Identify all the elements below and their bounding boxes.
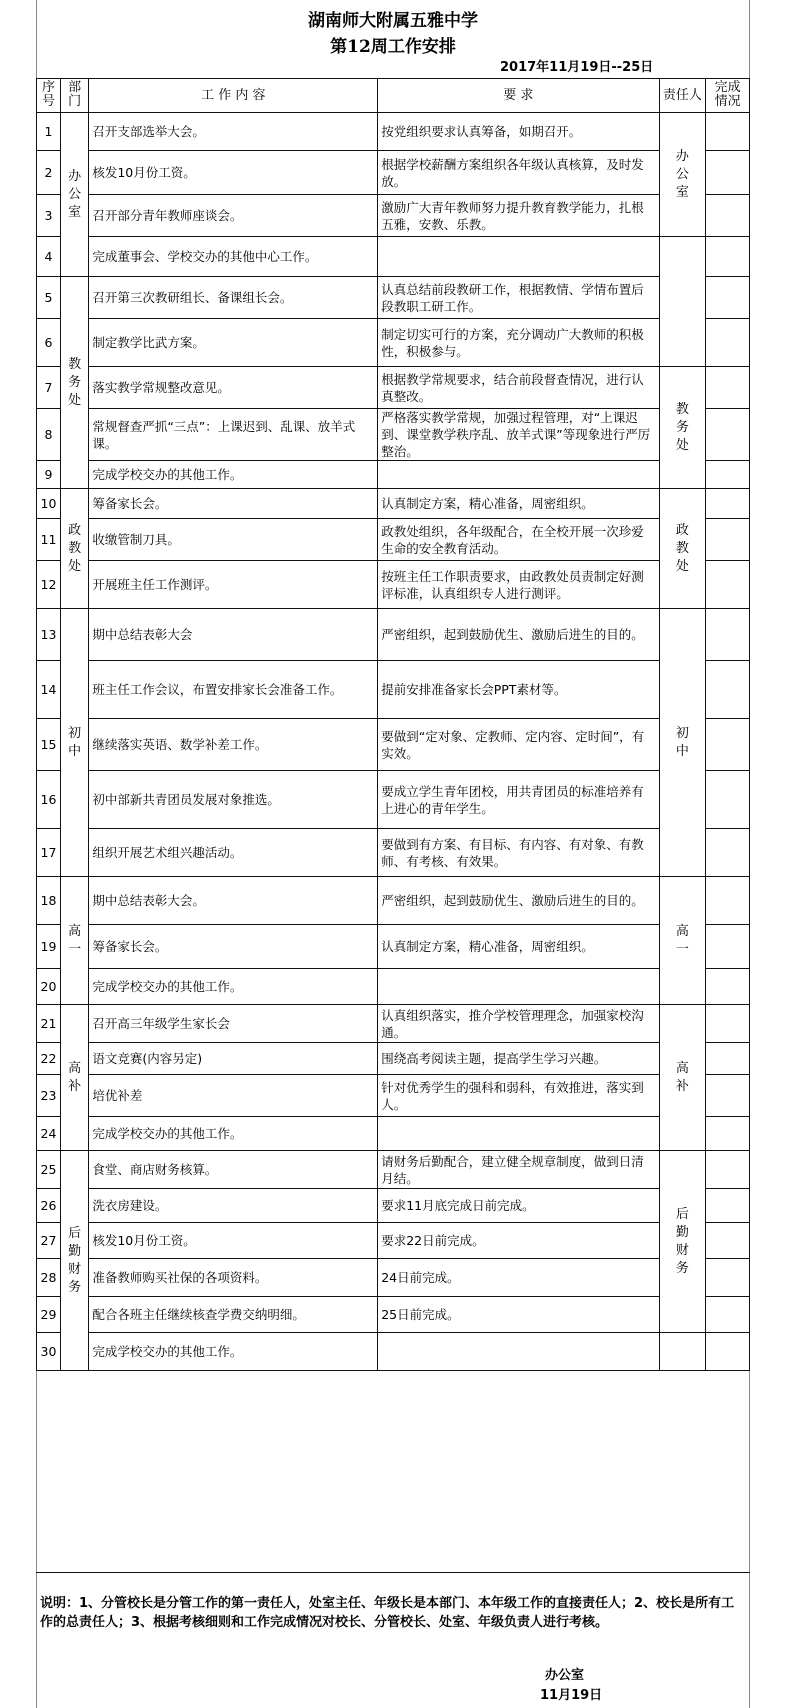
row-number: 29 [37,1297,61,1333]
row-number: 10 [37,489,61,519]
work-requirement [378,969,659,1005]
work-requirement: 要做到有方案、有目标、有内容、有对象、有教师、有考核、有效果。 [378,829,659,877]
responsible-cell [659,367,706,489]
table-row [37,519,750,561]
work-requirement: 根据学校薪酬方案组织各年级认真核算，及时发放。 [378,151,659,195]
completion-cell[interactable] [706,1333,750,1371]
work-requirement: 按班主任工作职责要求，由政教处员责制定好测评标准，认真组织专人进行测评。 [378,561,659,609]
row-number: 8 [37,409,61,461]
work-content: 继续落实英语、数学补差工作。 [89,719,378,771]
work-content: 筹备家长会。 [89,489,378,519]
completion-cell[interactable] [706,367,750,409]
table-row [37,195,750,237]
work-requirement: 认真组织落实，推介学校管理理念，加强家校沟通。 [378,1005,659,1043]
table-row [37,409,750,461]
row-number: 25 [37,1151,61,1189]
completion-cell[interactable] [706,151,750,195]
dept-label: 后勤财务 [68,1225,82,1295]
work-requirement: 严密组织，起到鼓励优生、激励后进生的目的。 [378,877,659,925]
row-number: 18 [37,877,61,925]
dept-cell [60,609,88,877]
row-number: 26 [37,1189,61,1223]
completion-cell[interactable] [706,771,750,829]
responsible-cell [659,609,706,877]
schedule-table [36,78,750,1371]
table-row [37,319,750,367]
table-row [37,561,750,609]
table-row [37,1297,750,1333]
completion-cell[interactable] [706,719,750,771]
row-number: 19 [37,925,61,969]
col-requirement: 要 求 [378,79,659,113]
completion-cell[interactable] [706,1117,750,1151]
table-row [37,829,750,877]
row-number: 13 [37,609,61,661]
completion-cell[interactable] [706,1005,750,1043]
row-number: 7 [37,367,61,409]
work-content: 配合各班主任继续核查学费交纳明细。 [89,1297,378,1333]
table-row [37,277,750,319]
work-content: 班主任工作会议，布置安排家长会准备工作。 [89,661,378,719]
table-row [37,151,750,195]
completion-cell[interactable] [706,1259,750,1297]
completion-cell[interactable] [706,561,750,609]
dept-cell [60,877,88,1005]
work-content: 召开第三次教研组长、备课组长会。 [89,277,378,319]
work-requirement [378,237,659,277]
responsible-label: 高一 [675,923,689,957]
work-requirement: 严格落实教学常规，加强过程管理，对“上课迟到、课堂教学秩序乱、放羊式课”等现象进行严厉整治。 [378,409,659,461]
responsible-cell [659,1151,706,1333]
work-requirement: 激励广大青年教师努力提升教育教学能力，扎根五雅，安教、乐教。 [378,195,659,237]
dept-cell [60,1151,88,1371]
table-row [37,237,750,277]
completion-cell[interactable] [706,319,750,367]
completion-cell[interactable] [706,1223,750,1259]
work-content: 初中部新共青团员发展对象推选。 [89,771,378,829]
table-row [37,877,750,925]
completion-cell[interactable] [706,877,750,925]
work-requirement: 要求11月底完成日前完成。 [378,1189,659,1223]
work-content: 召开高三年级学生家长会 [89,1005,378,1043]
col-no: 序号 [37,79,61,113]
work-requirement: 24日前完成。 [378,1259,659,1297]
header-row [37,79,750,113]
work-requirement [378,1333,659,1371]
dept-label: 政教处 [68,522,82,574]
dept-label: 初中 [68,725,82,759]
work-content: 召开支部选举大会。 [89,113,378,151]
work-requirement: 认真制定方案，精心准备，周密组织。 [378,489,659,519]
completion-cell[interactable] [706,609,750,661]
responsible-label: 后勤财务 [675,1206,689,1276]
table-row [37,1075,750,1117]
blank-row [36,1533,750,1573]
completion-cell[interactable] [706,1075,750,1117]
row-number: 30 [37,1333,61,1371]
work-content: 完成学校交办的其他工作。 [89,1117,378,1151]
row-number: 20 [37,969,61,1005]
dept-label: 高补 [68,1060,82,1094]
table-row [37,1189,750,1223]
work-requirement: 严密组织，起到鼓励优生、激励后进生的目的。 [378,609,659,661]
table-row [37,1333,750,1371]
dept-cell [60,113,88,277]
work-content: 核发10月份工资。 [89,151,378,195]
row-number: 9 [37,461,61,489]
work-content: 常规督查严抓“三点”：上课迟到、乱课、放羊式课。 [89,409,378,461]
work-content: 完成学校交办的其他工作。 [89,969,378,1005]
work-content: 食堂、商店财务核算。 [89,1151,378,1189]
work-content: 培优补差 [89,1075,378,1117]
completion-cell[interactable] [706,113,750,151]
work-requirement: 要求22日前完成。 [378,1223,659,1259]
schedule-body [37,113,750,1371]
completion-cell[interactable] [706,1297,750,1333]
work-content: 收缴管制刀具。 [89,519,378,561]
work-requirement: 政教处组织，各年级配合，在全校开展一次珍爱生命的安全教育活动。 [378,519,659,561]
completion-cell[interactable] [706,1151,750,1189]
dept-label: 办公室 [68,168,82,220]
table-row [37,113,750,151]
row-number: 15 [37,719,61,771]
row-number: 23 [37,1075,61,1117]
row-number: 1 [37,113,61,151]
completion-cell[interactable] [706,409,750,461]
table-row [37,489,750,519]
table-row [37,771,750,829]
school-title: 湖南师大附属五雅中学 [308,11,478,31]
completion-cell[interactable] [706,237,750,277]
work-requirement [378,461,659,489]
responsible-cell [659,113,706,237]
work-content: 筹备家长会。 [89,925,378,969]
table-row [37,1151,750,1189]
row-number: 4 [37,237,61,277]
table-row [37,367,750,409]
work-content: 完成学校交办的其他工作。 [89,1333,378,1371]
completion-cell[interactable] [706,925,750,969]
responsible-label: 高补 [675,1060,689,1094]
responsible-label: 教务处 [675,401,689,453]
date-range: 2017年11月19日--25日 [500,60,654,75]
row-number: 24 [37,1117,61,1151]
work-requirement: 认真制定方案，精心准备，周密组织。 [378,925,659,969]
row-number: 3 [37,195,61,237]
row-number: 6 [37,319,61,367]
row-number: 22 [37,1043,61,1075]
col-status: 完成情况 [706,79,750,113]
table-row [37,1117,750,1151]
row-number: 16 [37,771,61,829]
work-content: 期中总结表彰大会。 [89,877,378,925]
row-number: 17 [37,829,61,877]
row-number: 11 [37,519,61,561]
footer-sign-date: 11月19日 [540,1688,603,1703]
work-requirement: 要做到“定对象、定教师、定内容、定时间”，有实效。 [378,719,659,771]
work-content: 完成董事会、学校交办的其他中心工作。 [89,237,378,277]
work-content: 核发10月份工资。 [89,1223,378,1259]
work-requirement: 针对优秀学生的强科和弱科，有效推进，落实到人。 [378,1075,659,1117]
work-content: 准备教师购买社保的各项资料。 [89,1259,378,1297]
dept-cell [60,277,88,489]
responsible-cell [659,489,706,609]
col-dept: 部门 [60,79,88,113]
row-number: 12 [37,561,61,609]
work-requirement: 制定切实可行的方案，充分调动广大教师的积极性，积极参与。 [378,319,659,367]
responsible-cell [659,1333,706,1371]
footer-note: 说明：1、分管校长是分管工作的第一责任人，处室主任、年级长是本部门、本年级工作的直接责任人；2、校长是所有工作的总责任人；3、根据考核细则和工作完成情况对校长、分管校长、处室、年级负责人进行考核。 [40,1596,735,1630]
completion-cell[interactable] [706,489,750,519]
work-requirement: 25日前完成。 [378,1297,659,1333]
responsible-label: 政教处 [675,522,689,574]
responsible-cell [659,877,706,1005]
work-requirement: 要成立学生青年团校，用共青团员的标准培养有上进心的青年学生。 [378,771,659,829]
work-requirement: 认真总结前段教研工作，根据教情、学情布置后段教职工研工作。 [378,277,659,319]
table-row [37,1043,750,1075]
completion-cell[interactable] [706,277,750,319]
responsible-cell [659,1005,706,1151]
work-content: 洗衣房建设。 [89,1189,378,1223]
work-content: 开展班主任工作测评。 [89,561,378,609]
work-content: 制定教学比武方案。 [89,319,378,367]
responsible-cell [659,237,706,367]
work-requirement: 围绕高考阅读主题，提高学生学习兴趣。 [378,1043,659,1075]
row-number: 5 [37,277,61,319]
row-number: 27 [37,1223,61,1259]
dept-cell [60,489,88,609]
table-row [37,1259,750,1297]
work-requirement: 根据教学常规要求，结合前段督查情况，进行认真整改。 [378,367,659,409]
work-content: 完成学校交办的其他工作。 [89,461,378,489]
work-content: 召开部分青年教师座谈会。 [89,195,378,237]
completion-cell[interactable] [706,461,750,489]
table-row [37,1005,750,1043]
week-title: 第12周工作安排 [330,37,456,57]
work-content: 期中总结表彰大会 [89,609,378,661]
dept-cell [60,1005,88,1151]
completion-cell[interactable] [706,829,750,877]
table-row [37,661,750,719]
completion-cell[interactable] [706,519,750,561]
work-requirement: 提前安排准备家长会PPT素材等。 [378,661,659,719]
work-requirement [378,1117,659,1151]
dept-label: 高一 [68,923,82,957]
work-content: 组织开展艺术组兴趣活动。 [89,829,378,877]
table-row [37,1223,750,1259]
completion-cell[interactable] [706,1043,750,1075]
table-row [37,609,750,661]
col-content: 工 作 内 容 [89,79,378,113]
responsible-label: 办公室 [675,148,689,200]
table-row [37,719,750,771]
row-number: 2 [37,151,61,195]
table-row [37,461,750,489]
completion-cell[interactable] [706,195,750,237]
responsible-label: 初中 [675,725,689,759]
row-number: 28 [37,1259,61,1297]
dept-label: 教务处 [68,356,82,408]
table-row [37,969,750,1005]
completion-cell[interactable] [706,661,750,719]
col-responsible: 责任人 [659,79,706,113]
completion-cell[interactable] [706,969,750,1005]
work-requirement: 请财务后勤配合，建立健全规章制度，做到日清月结。 [378,1151,659,1189]
work-requirement: 按党组织要求认真筹备，如期召开。 [378,113,659,151]
completion-cell[interactable] [706,1189,750,1223]
work-content: 语文竞赛(内容另定) [89,1043,378,1075]
row-number: 14 [37,661,61,719]
footer-signer: 办公室 [545,1668,585,1683]
table-row [37,925,750,969]
row-number: 21 [37,1005,61,1043]
work-content: 落实教学常规整改意见。 [89,367,378,409]
